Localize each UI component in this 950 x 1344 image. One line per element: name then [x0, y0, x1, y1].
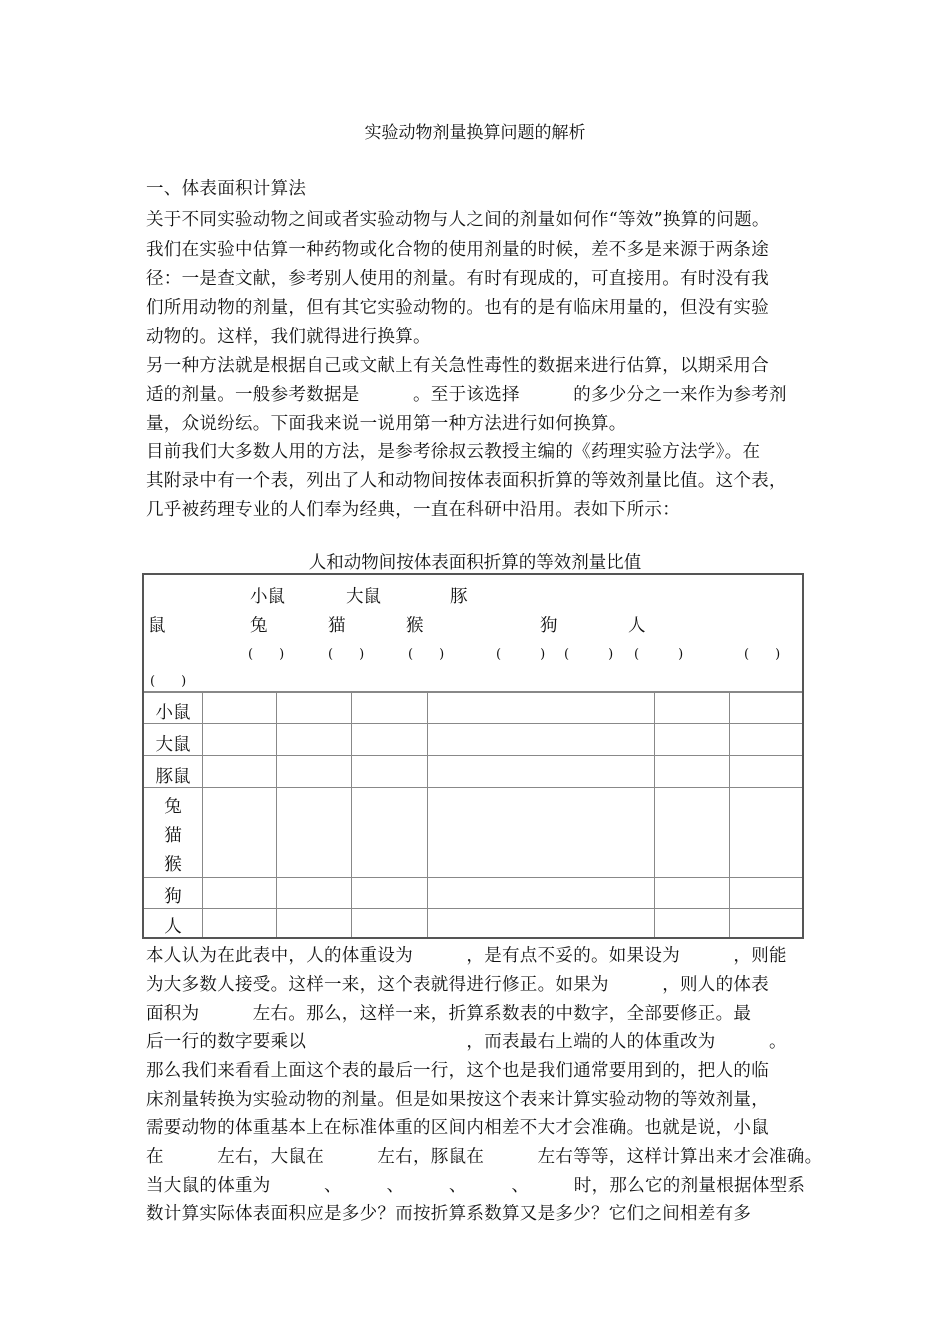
- header-guinea: 豚: [450, 587, 468, 607]
- unit-paren: ( ): [634, 647, 684, 662]
- row-label-cat: 猫: [164, 826, 182, 846]
- header-rabbit: 兔: [250, 616, 268, 636]
- paragraph-line: 需要动物的体重基本上在标准体重的区间内相差不大才会准确。也就是说，小鼠: [146, 1118, 769, 1138]
- paragraph-line: 为大多数人接受。这样一来，这个表就得进行修正。如果为 ，则人的体表: [146, 975, 769, 995]
- paragraph-line: 动物的。这样，我们就得进行换算。: [146, 327, 431, 347]
- row-divider: [144, 755, 802, 756]
- paragraph-line: 那么我们来看看上面这个表的最后一行，这个也是我们通常要用到的，把人的临: [146, 1061, 769, 1081]
- paragraph-line: 量，众说纷纭。下面我来说一说用第一种方法进行如何换算。: [146, 414, 627, 434]
- row-divider: [144, 787, 802, 788]
- section-heading: 一、体表面积计算法: [146, 179, 307, 199]
- col-divider: [654, 691, 655, 937]
- header-cat: 猫: [328, 616, 346, 636]
- paragraph-line: 几乎被药理专业的人们奉为经典，一直在科研中沿用。表如下所示：: [146, 500, 680, 520]
- header-dog: 狗: [540, 616, 558, 636]
- row-divider: [144, 908, 802, 909]
- paragraph-line: 适的剂量。一般参考数据是 。至于该选择 的多少分之一来作为参考剂: [146, 385, 787, 405]
- paragraph-line: 本人认为在此表中，人的体重设为 ，是有点不妥的。如果设为 ，则能: [146, 946, 787, 966]
- paragraph-line: 面积为 左右。那么，这样一来，折算系数表的中数字，全部要修正。最: [146, 1004, 752, 1024]
- paragraph-line: 目前我们大多数人用的方法，是参考徐叔云教授主编的《药理实验方法学》。在: [146, 442, 761, 462]
- unit-paren: ( ): [564, 647, 614, 662]
- unit-paren: ( ): [408, 647, 445, 662]
- conversion-table: [142, 573, 804, 939]
- unit-paren: ( ): [328, 647, 365, 662]
- paragraph-line: 们所用动物的剂量，但有其它实验动物的。也有的是有临床用量的，但没有实验: [146, 298, 769, 318]
- unit-paren: ( ): [248, 647, 285, 662]
- col-divider: [351, 691, 352, 937]
- row-label-mouse: 小鼠: [155, 703, 191, 723]
- header-guinea-tail: 鼠: [148, 616, 166, 636]
- paragraph-line: 数计算实际体表面积应是多少？而按折算系数算又是多少？它们之间相差有多: [146, 1204, 752, 1224]
- paragraph-line: 关于不同实验动物之间或者实验动物与人之间的剂量如何作“等效”换算的问题。: [146, 210, 770, 230]
- col-divider: [427, 691, 428, 937]
- header-rat: 大鼠: [346, 587, 381, 607]
- col-divider: [729, 691, 730, 937]
- header-human: 人: [628, 616, 646, 636]
- row-label-human: 人: [164, 917, 182, 937]
- paragraph-line: 其附录中有一个表，列出了人和动物间按体表面积折算的等效剂量比值。这个表，: [146, 471, 787, 491]
- header-divider: [144, 691, 802, 693]
- row-label-rat: 大鼠: [155, 735, 191, 755]
- unit-paren: ( ): [496, 647, 546, 662]
- row-divider: [144, 877, 802, 878]
- row-label-rabbit: 兔: [164, 797, 182, 817]
- header-mouse: 小鼠: [250, 587, 285, 607]
- paragraph-line: 在 左右，大鼠在 左右，豚鼠在 左右等等，这样计算出来才会准确。: [146, 1147, 823, 1167]
- row-label-dog: 狗: [164, 887, 182, 907]
- paragraph-line: 径：一是查文献，参考别人使用的剂量。有时有现成的，可直接用。有时没有我: [146, 269, 769, 289]
- paragraph-line: 我们在实验中估算一种药物或化合物的使用剂量的时候，差不多是来源于两条途: [146, 240, 769, 260]
- col-divider: [276, 691, 277, 937]
- paragraph-line: 后一行的数字要乘以 ，而表最右上端的人的体重改为 。: [146, 1032, 787, 1052]
- paragraph-line: 床剂量转换为实验动物的剂量。但是如果按这个表来计算实验动物的等效剂量，: [146, 1090, 769, 1110]
- header-monkey: 猴: [406, 616, 424, 636]
- paragraph-line: 另一种方法就是根据自己或文献上有关急性毒性的数据来进行估算，以期采用合: [146, 356, 769, 376]
- unit-paren: ( ): [150, 674, 187, 689]
- row-label-guinea-pig: 豚鼠: [155, 767, 191, 787]
- col-divider: [202, 691, 203, 937]
- row-label-monkey: 猴: [164, 855, 182, 875]
- paragraph-line: 当大鼠的体重为 、 、 、 、 时，那么它的剂量根据体型系: [146, 1176, 806, 1196]
- row-divider: [144, 723, 802, 724]
- unit-paren: ( ): [744, 647, 781, 662]
- page-title: 实验动物剂量换算问题的解析: [364, 123, 586, 143]
- table-caption: 人和动物间按体表面积折算的等效剂量比值: [308, 553, 642, 573]
